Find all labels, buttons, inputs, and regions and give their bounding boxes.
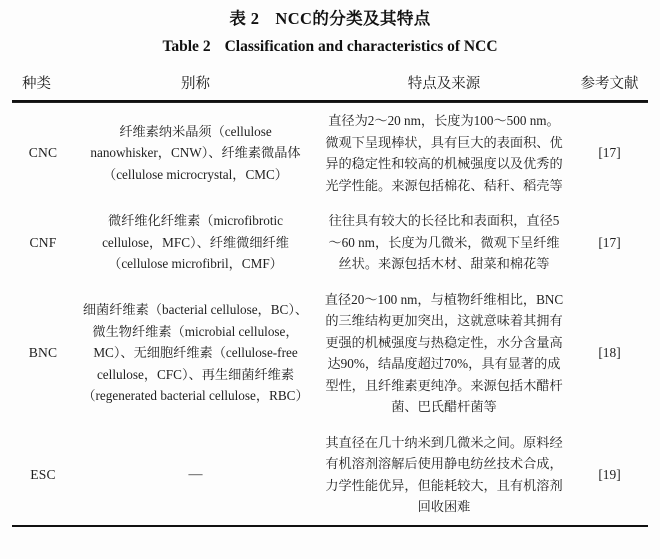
caption-english bbox=[0, 34, 660, 60]
caption-chinese-text: NCC的分类及其特点 bbox=[275, 9, 431, 28]
caption-chinese-number: 表 2 bbox=[229, 9, 260, 28]
table-header bbox=[12, 69, 648, 101]
column-header-kind: 种类 bbox=[22, 76, 51, 92]
cell-reference: [17] bbox=[598, 145, 621, 161]
cell-kind: ESC bbox=[30, 466, 56, 482]
cell-alias: — bbox=[188, 466, 203, 482]
table-bottom-rule bbox=[12, 526, 648, 527]
column-header-reference: 参考文献 bbox=[580, 76, 639, 92]
cell-features: 其直径在几十纳米到几微米之间。原料经有机溶剂溶解后使用静电纺丝技术合成，力学性能优异，但能耗较大，且有机溶剂回收困难 bbox=[325, 434, 563, 514]
cell-features: 直径20～100 nm，与植物纤维相比，BNC的三维结构更加突出，这就意味着其拥有更强的机械强度与热稳定性，水分含量高达90%，结晶度超过70%，具有显著的成型性，且纤维素更纯净。来源包括木醋杆菌、巴氏醋杆菌等 bbox=[324, 291, 564, 414]
table-body bbox=[12, 103, 648, 527]
cell-reference: [19] bbox=[598, 466, 621, 482]
table-row bbox=[12, 103, 648, 203]
cell-reference: [18] bbox=[598, 345, 621, 361]
cell-kind: BNC bbox=[28, 345, 58, 361]
cell-alias: 细菌纤维素（bacterial cellulose，BC）、微生物纤维素（microbial cellulose，MC）、无细胞纤维素（cellulose-free cellulose，CFC）、再生细菌纤维素（regenerated bacterial cellulose，RBC） bbox=[82, 302, 309, 404]
ncc-classification-table bbox=[12, 69, 648, 527]
cell-alias: 微纤维化纤维素（microfibrotic cellulose，MFC）、纤维微细纤维（cellulose microfibril，CMF） bbox=[102, 213, 289, 271]
table-row bbox=[12, 203, 648, 282]
cell-kind: CNC bbox=[28, 145, 58, 161]
cell-reference: [17] bbox=[598, 234, 621, 250]
column-header-alias: 别称 bbox=[181, 76, 210, 92]
caption-english-text: Classification and characteristics of NCC bbox=[224, 38, 498, 55]
table-caption bbox=[0, 0, 660, 60]
caption-chinese bbox=[0, 6, 660, 32]
cell-features: 直径为2～20 nm，长度为100～500 nm。微观下呈现棒状，具有巨大的表面积、优异的稳定性和较高的机械强度以及优秀的光学性能。来源包括棉花、秸秆、稻壳等 bbox=[325, 113, 563, 193]
cell-kind: CNF bbox=[29, 234, 57, 250]
table-row bbox=[12, 425, 648, 526]
rule-line bbox=[12, 526, 648, 527]
cell-alias: 纤维素纳米晶须（cellulose nanowhisker，CNW）、纤维素微晶体（cellulose microcrystal，CMC） bbox=[90, 123, 301, 182]
table-row bbox=[12, 282, 648, 425]
caption-english-number: Table 2 bbox=[162, 38, 211, 55]
header-row bbox=[12, 69, 648, 101]
cell-features: 往往具有较大的长径比和表面积，直径5～60 nm，长度为几微米，微观下呈纤维丝状。来源包括木材、甜菜和棉花等 bbox=[328, 213, 560, 271]
column-header-features: 特点及来源 bbox=[407, 76, 481, 92]
